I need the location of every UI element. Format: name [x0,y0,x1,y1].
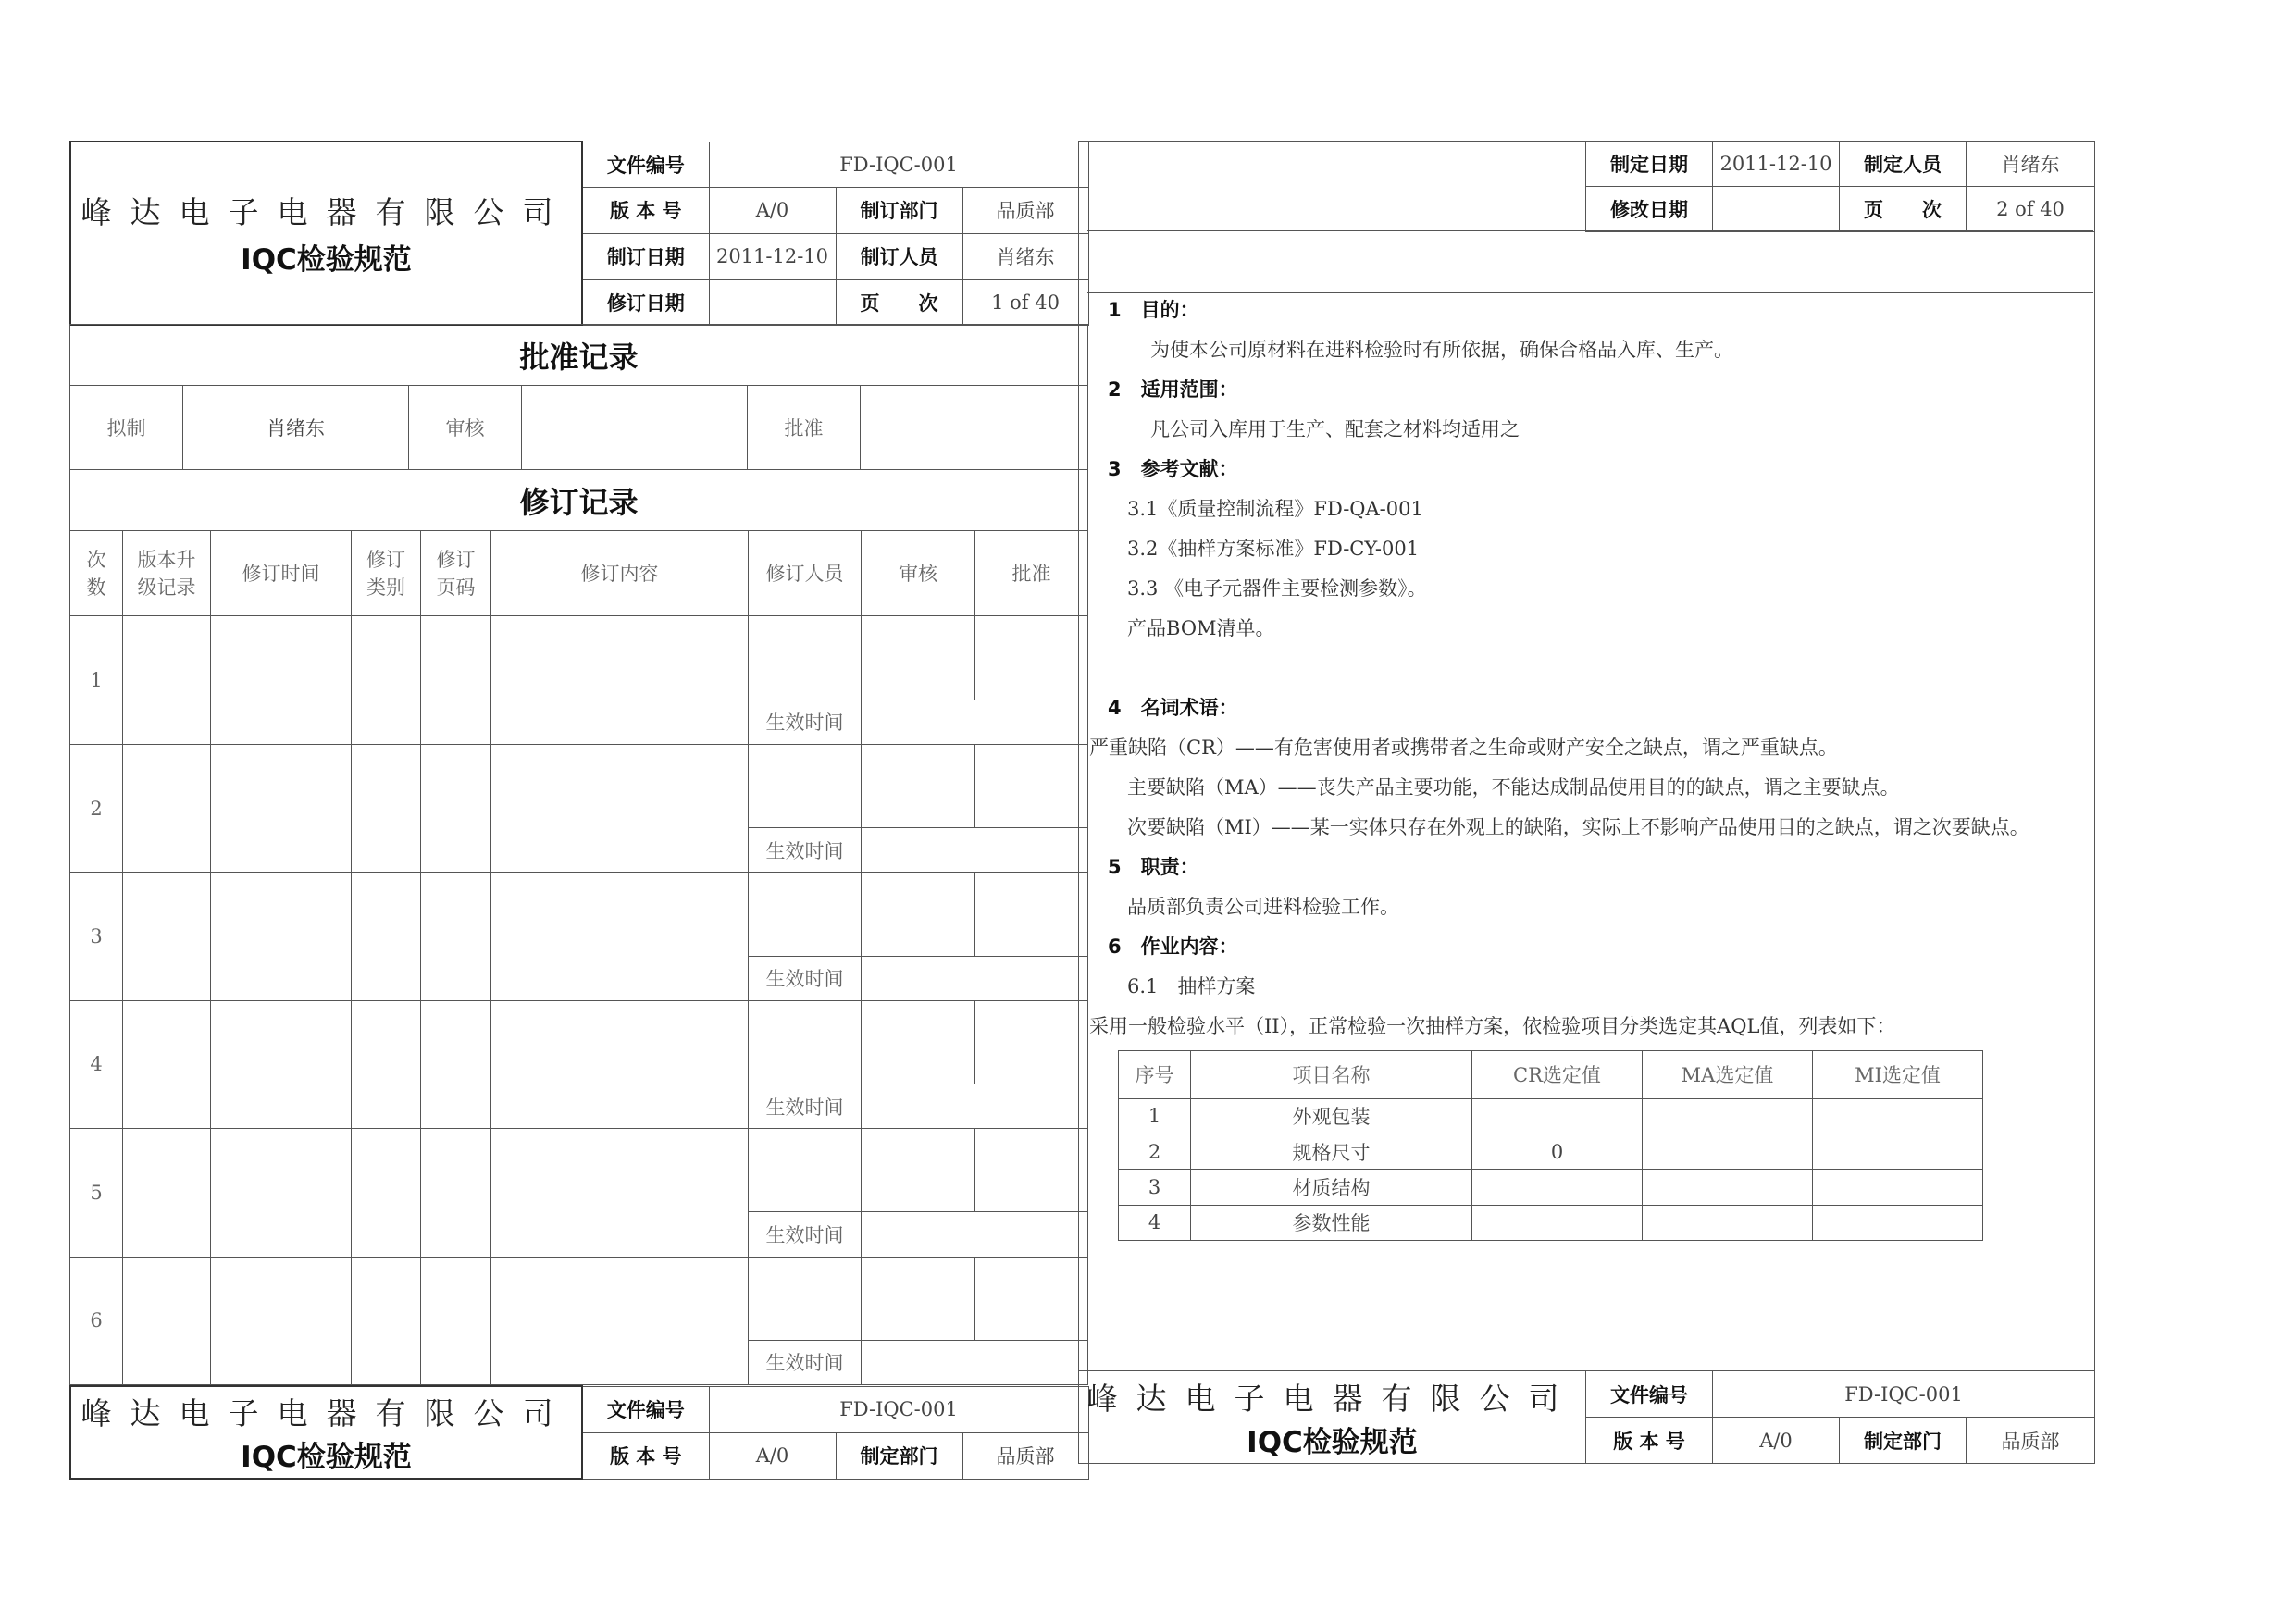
aql-table [1118,1050,1983,1241]
footer-file-no-label: 文件编号 [582,1386,709,1432]
revision-row [70,1129,1088,1212]
signature-cell [749,1257,862,1340]
revision-cell [352,873,421,1000]
effective-time-label: 生效时间 [749,1084,862,1128]
aql-cell-no: 2 [1119,1134,1191,1169]
effective-time-label: 生效时间 [749,828,862,873]
right-rev-date-value [1713,187,1840,232]
right-footer-table [1078,1370,2095,1464]
revision-header-text: 次 [86,548,106,571]
revision-header-cell [491,531,749,616]
revision-cell [211,744,352,872]
revision-header-text: 数 [86,576,106,599]
section-1-title: 1 目的： [1108,299,1199,321]
revision-header-cell [421,531,491,616]
revision-row-number: 6 [70,1257,123,1385]
file-no-label: 文件编号 [582,142,709,187]
person-value: 肖绪东 [962,233,1088,279]
ref-3-1: 3.1《质量控制流程》FD-QA-001 [1127,498,1423,520]
footer-doc-title: IQC检验规范 [241,1441,412,1474]
right-footer-company-block [1079,1371,1586,1464]
review-value [522,386,748,470]
ref-3-4: 产品BOM清单。 [1127,617,1275,639]
aql-cell-name: 参数性能 [1191,1205,1472,1240]
right-footer-file-no-label: 文件编号 [1586,1371,1713,1418]
aql-row [1119,1134,1983,1169]
term-mi: 次要缺陷（MI）——某一实体只存在外观上的缺陷，实际上不影响产品使用目的之缺点，谓之次要缺点。 [1127,816,2029,838]
rev-date-value [709,279,836,325]
footer-dept-value: 品质部 [962,1432,1088,1479]
version-value: A/0 [709,187,836,233]
signature-cell [975,1129,1088,1212]
effective-time-label: 生效时间 [749,700,862,744]
revision-row [70,873,1088,956]
right-page-value: 2 of 40 [1967,187,2095,232]
aql-header-cell: 项目名称 [1191,1051,1472,1099]
aql-cell-ma [1643,1205,1813,1240]
aql-header-row [1119,1051,1983,1099]
effective-time-label: 生效时间 [749,1340,862,1384]
revision-cell [211,616,352,744]
revision-cell [352,1000,421,1128]
revision-header-cell [211,531,352,616]
right-footer-dept-label: 制定部门 [1840,1418,1967,1464]
signature-cell [975,744,1088,827]
person-label: 制订人员 [836,233,962,279]
revision-cell [211,1129,352,1257]
revision-row [70,1000,1088,1084]
review-label: 审核 [409,386,522,470]
date-value: 2011-12-10 [709,233,836,279]
revision-cell [123,873,211,1000]
section-5-text: 品质部负责公司进料检验工作。 [1127,896,1399,918]
section-6-1: 6.1 抽样方案 [1127,975,1256,997]
aql-cell-no: 1 [1119,1098,1191,1134]
effective-time-value [862,1212,1088,1257]
footer-dept-label: 制定部门 [836,1432,962,1479]
revision-header-text: 版本升 [137,548,196,571]
rev-date-label: 修订日期 [582,279,709,325]
revision-cell [491,1129,749,1257]
signature-cell [749,1129,862,1212]
aql-cell-name: 外观包装 [1191,1098,1472,1134]
right-date-value: 2011-12-10 [1713,142,1840,187]
revision-header-text: 修订 [436,548,476,571]
signature-cell [862,873,975,956]
revision-row-number: 4 [70,1000,123,1128]
revision-cell [421,744,491,872]
right-header-bottom-line [1087,230,2093,231]
signature-cell [749,616,862,700]
revision-cell [421,873,491,1000]
right-footer-file-no-value: FD-IQC-001 [1713,1371,2095,1418]
aql-cell-no: 3 [1119,1170,1191,1205]
footer-file-no-value: FD-IQC-001 [709,1386,1088,1432]
company-name: 峰达电子电器有限公司 [81,194,572,230]
aql-row [1119,1098,1983,1134]
revision-cell [491,1000,749,1128]
aql-header-cell: CR选定值 [1472,1051,1643,1099]
effective-time-value [862,1084,1088,1128]
revision-title: 修订记录 [70,470,1088,531]
revision-header-cell [975,531,1088,616]
revision-cell [211,1257,352,1385]
version-label: 版 本 号 [582,187,709,233]
aql-cell-cr [1472,1205,1643,1240]
aql-cell-ma [1643,1098,1813,1134]
revision-cell [211,1000,352,1128]
revision-row [70,1257,1088,1340]
revision-cell [421,1000,491,1128]
revision-cell [211,873,352,1000]
effective-time-label: 生效时间 [749,1212,862,1257]
revision-cell [352,1129,421,1257]
revision-header-text: 批准 [1011,562,1051,585]
signature-cell [975,1000,1088,1084]
section-6-text: 采用一般检验水平（II），正常检验一次抽样方案，依检验项目分类选定其AQL值，列表如下： [1089,1015,1896,1037]
left-footer-table [69,1385,1089,1480]
section-5-title: 5 职责： [1108,856,1199,878]
revision-row-number: 1 [70,616,123,744]
effective-time-value [862,828,1088,873]
signature-cell [749,744,862,827]
file-no-value: FD-IQC-001 [709,142,1088,187]
right-content-top-line [1087,292,2093,293]
aql-header-cell: 序号 [1119,1051,1191,1099]
revision-cell [352,616,421,744]
revision-header-text: 页码 [436,576,476,599]
revision-cell [123,616,211,744]
revision-cell [421,616,491,744]
right-footer-version-label: 版 本 号 [1586,1418,1713,1464]
aql-cell-cr [1472,1170,1643,1205]
signature-cell [862,1129,975,1212]
aql-row [1119,1170,1983,1205]
right-top-line [1078,141,2093,142]
signature-cell [862,1000,975,1084]
right-person-value: 肖绪东 [1967,142,2095,187]
revision-cell [352,744,421,872]
aql-cell-mi [1813,1170,1983,1205]
revision-row [70,616,1088,700]
right-rev-date-label: 修改日期 [1586,187,1713,232]
aql-cell-mi [1813,1098,1983,1134]
company-title-block [70,142,582,325]
revision-header-text: 修订人员 [765,562,844,585]
right-page-label: 页 次 [1840,187,1967,232]
revision-header-text: 审核 [899,562,937,585]
draft-label: 拟制 [70,386,183,470]
ref-3-2: 3.2《抽样方案标准》FD-CY-001 [1127,538,1420,560]
revision-header-cell [123,531,211,616]
signature-cell [862,1257,975,1340]
aql-cell-name: 规格尺寸 [1191,1134,1472,1169]
revision-cell [421,1257,491,1385]
aql-row [1119,1205,1983,1240]
right-header-table [1585,141,2095,232]
section-2-title: 2 适用范围： [1108,378,1238,401]
effective-time-value [862,700,1088,744]
signature-cell [749,1000,862,1084]
revision-header-text: 修订 [366,548,405,571]
term-cr: 严重缺陷（CR）——有危害使用者或携带者之生命或财产安全之缺点，谓之严重缺点。 [1089,737,1838,759]
aql-cell-mi [1813,1134,1983,1169]
aql-cell-ma [1643,1170,1813,1205]
section-1-text: 为使本公司原材料在进料检验时有所依据，确保合格品入库、生产。 [1150,339,1733,361]
effective-time-value [862,956,1088,1000]
aql-cell-name: 材质结构 [1191,1170,1472,1205]
page-value: 1 of 40 [962,279,1088,325]
aql-cell-mi [1813,1205,1983,1240]
right-date-label: 制定日期 [1586,142,1713,187]
revision-cell [491,744,749,872]
approval-table [69,324,1088,470]
aql-header-cell: MA选定值 [1643,1051,1813,1099]
revision-cell [352,1257,421,1385]
revision-cell [491,873,749,1000]
revision-cell [123,1257,211,1385]
effective-time-label: 生效时间 [749,956,862,1000]
revision-cell [123,1129,211,1257]
date-label: 制订日期 [582,233,709,279]
revision-cell [491,616,749,744]
revision-header-row [70,531,1088,616]
revision-cell [123,1000,211,1128]
ref-3-3: 3.3 《电子元器件主要检测参数》。 [1127,577,1427,600]
right-person-label: 制定人员 [1840,142,1967,187]
footer-company-name: 峰达电子电器有限公司 [81,1395,572,1431]
footer-version-label: 版 本 号 [582,1432,709,1479]
dept-value: 品质部 [962,187,1088,233]
footer-version-value: A/0 [709,1432,836,1479]
approve-value [861,386,1088,470]
revision-header-cell [862,531,975,616]
revision-header-text: 级记录 [137,576,196,599]
revision-cell [421,1129,491,1257]
draft-value: 肖绪东 [183,386,409,470]
section-2-text: 凡公司入库用于生产、配套之材料均适用之 [1150,418,1520,440]
revision-row-number: 2 [70,744,123,872]
footer-company-block [70,1386,582,1479]
signature-cell [862,616,975,700]
revision-row-number: 3 [70,873,123,1000]
right-footer-company-name: 峰达电子电器有限公司 [1086,1380,1578,1417]
term-ma: 主要缺陷（MA）——丧失产品主要功能，不能达成制品使用目的的缺点，谓之主要缺点。 [1127,776,1900,799]
right-footer-dept-value: 品质部 [1967,1418,2095,1464]
revision-row-number: 5 [70,1129,123,1257]
approve-label: 批准 [748,386,861,470]
section-3-title: 3 参考文献： [1108,458,1238,480]
section-6-title: 6 作业内容： [1108,935,1238,958]
right-footer-version-value: A/0 [1713,1418,1840,1464]
revision-header-cell [70,531,123,616]
revision-header-text: 修订时间 [242,562,320,585]
aql-cell-ma [1643,1134,1813,1169]
signature-cell [975,616,1088,700]
aql-cell-cr [1472,1098,1643,1134]
approval-title: 批准记录 [70,325,1088,386]
revision-header-cell [749,531,862,616]
revision-header-text: 修订内容 [580,562,659,585]
effective-time-value [862,1340,1088,1384]
dept-label: 制订部门 [836,187,962,233]
signature-cell [749,873,862,956]
signature-cell [862,744,975,827]
revision-cell [123,744,211,872]
right-footer-doc-title: IQC检验规范 [1247,1425,1418,1459]
aql-cell-no: 4 [1119,1205,1191,1240]
aql-cell-cr: 0 [1472,1134,1643,1169]
revision-row [70,744,1088,827]
section-4-title: 4 名词术语： [1108,697,1238,719]
aql-header-cell: MI选定值 [1813,1051,1983,1099]
signature-cell [975,873,1088,956]
page-label: 页 次 [836,279,962,325]
left-header-table [69,141,1089,326]
revision-header-text: 类别 [366,576,405,599]
signature-cell [975,1257,1088,1340]
revision-table [69,469,1088,1385]
doc-title: IQC检验规范 [241,243,412,277]
revision-header-cell [352,531,421,616]
revision-cell [491,1257,749,1385]
